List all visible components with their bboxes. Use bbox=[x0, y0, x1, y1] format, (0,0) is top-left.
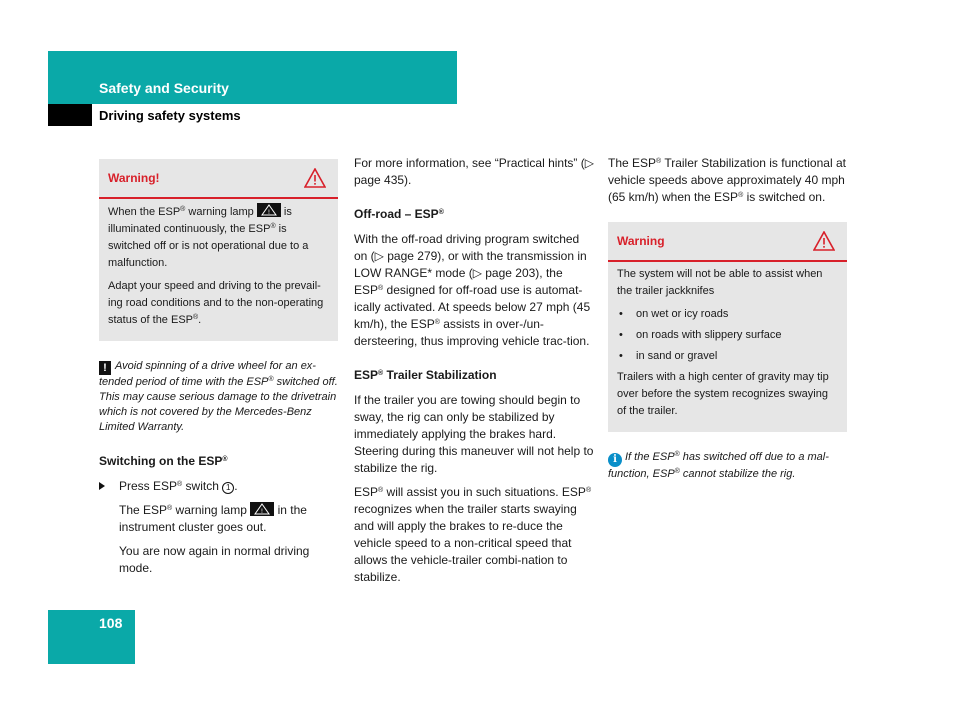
list-item: • on wet or icy roads bbox=[617, 306, 837, 323]
registered-mark: ® bbox=[180, 206, 186, 213]
text-run: Trailer Stabilization is functional at vehicle speeds above approximately 40 mph (65 km/h) when the ESP bbox=[608, 156, 846, 204]
text-run: ESP bbox=[354, 485, 379, 499]
switch-number-badge: 1 bbox=[222, 482, 234, 494]
registered-mark: ® bbox=[378, 487, 384, 494]
step-arrow-icon bbox=[99, 482, 105, 490]
warning-box bbox=[99, 159, 338, 341]
registered-mark: ® bbox=[268, 376, 274, 383]
text-run: cannot stabilize the rig. bbox=[679, 468, 796, 480]
esp-warning-lamp-icon bbox=[257, 203, 281, 217]
warning-label: Warning! bbox=[108, 170, 160, 185]
list-item: • in sand or gravel bbox=[617, 348, 837, 365]
info-icon: i bbox=[608, 453, 622, 467]
trailer-stabilization-heading bbox=[354, 367, 594, 384]
text-run: Avoid spinning of a drive wheel for an ex-tended period of time with the ESP bbox=[99, 360, 316, 388]
warning-paragraph: The system will not be able to assist when the trailer jackknifes bbox=[617, 268, 823, 297]
registered-mark: ® bbox=[674, 468, 680, 475]
warning-header bbox=[608, 222, 847, 262]
result-text bbox=[99, 502, 338, 536]
text-run: The ESP bbox=[119, 503, 168, 517]
text-run: warning lamp bbox=[172, 503, 251, 517]
warning-paragraph: Trailers with a high center of gravity may tip over before the system recognizes swaying of the trailer. bbox=[617, 371, 829, 417]
registered-mark: ® bbox=[438, 209, 444, 216]
registered-mark: ® bbox=[738, 192, 744, 199]
text-run: is illuminated continuously, the ESP bbox=[108, 206, 292, 235]
text-run: warning lamp bbox=[185, 206, 257, 218]
practical-hints-text: For more information, see “Practical hints” (▷ page 435). bbox=[354, 156, 594, 187]
offroad-heading bbox=[354, 206, 594, 223]
warning-body bbox=[99, 199, 338, 341]
text-run: Switching on the ESP bbox=[99, 454, 223, 468]
warning-triangle-icon bbox=[813, 231, 835, 251]
text-run: If the ESP bbox=[625, 451, 675, 463]
text-run: Trailer Stabilization bbox=[383, 368, 497, 382]
text-run: Adapt your speed and driving to the prevail-ing road conditions and to the non-operating status of the ESP bbox=[108, 280, 324, 326]
warning-paragraph bbox=[108, 203, 328, 272]
text-run: in the instrument cluster goes out. bbox=[119, 503, 307, 534]
text-run: When the ESP bbox=[108, 206, 181, 218]
text-run: . bbox=[198, 314, 202, 326]
text-run: will assist you in such situations. ESP bbox=[383, 485, 586, 499]
text-run: The ESP bbox=[608, 156, 657, 170]
exclamation-icon: ! bbox=[99, 361, 111, 375]
conditions-list bbox=[617, 306, 837, 365]
text-run: has switched off due to a mal-function, ESP bbox=[608, 451, 829, 480]
offroad-text bbox=[354, 231, 594, 350]
text-run: With the off-road driving program switched on (▷ page 279), or with the transmission in LOW RANGE* mode (▷ page 203), the ESP bbox=[354, 232, 587, 297]
svg-text:!: ! bbox=[267, 209, 271, 216]
warning-paragraph bbox=[108, 278, 328, 329]
page-number: 108 bbox=[99, 615, 123, 631]
text-run: is switched on. bbox=[743, 190, 826, 204]
warning-header bbox=[99, 159, 338, 199]
registered-mark: ® bbox=[222, 456, 228, 463]
text-run: Press ESP bbox=[119, 479, 178, 493]
text-run: switched off. This may cause serious damage to the drivetrain which is not covered by the Mercedes-Benz Limited Warranty. bbox=[99, 376, 338, 433]
list-item: • on roads with slippery surface bbox=[617, 327, 837, 344]
column-3 bbox=[608, 155, 847, 489]
registered-mark: ® bbox=[585, 487, 592, 494]
esp-warning-lamp-icon bbox=[250, 502, 274, 516]
trailer-text: If the trailer you are towing should begin to sway, the rig can only be stabilized by immediately applying the brakes hard. Steering during this maneuver will not help to stabilize the rig. bbox=[354, 393, 594, 475]
registered-mark: ® bbox=[378, 370, 384, 377]
registered-mark: ® bbox=[167, 505, 173, 512]
section-title: Safety and Security bbox=[99, 80, 229, 96]
trailer-speed-text bbox=[608, 155, 847, 206]
registered-mark: ® bbox=[177, 481, 183, 488]
text-run: ESP bbox=[354, 368, 379, 382]
warning-label: Warning bbox=[617, 233, 665, 248]
text-run: . bbox=[234, 479, 238, 493]
text-run: recognizes when the trailer starts swaying and will apply the brakes to re-duce the vehicle speed to a non-critical speed that allows the vehicle-trailer combi-nation to stabilize. bbox=[354, 502, 577, 584]
subsection-title: Driving safety systems bbox=[99, 108, 241, 123]
svg-text:!: ! bbox=[261, 508, 264, 515]
registered-mark: ® bbox=[434, 319, 440, 326]
switching-on-heading bbox=[99, 453, 338, 470]
registered-mark: ® bbox=[674, 451, 680, 458]
registered-mark: ® bbox=[378, 285, 384, 292]
column-1 bbox=[99, 159, 338, 584]
instruction-step bbox=[99, 478, 338, 495]
header-band bbox=[48, 51, 457, 104]
text-run: switch bbox=[182, 479, 223, 493]
result-text: You are now again in normal driving mode. bbox=[119, 544, 310, 575]
info-note bbox=[608, 450, 847, 482]
registered-mark: ® bbox=[656, 158, 662, 165]
caution-note bbox=[99, 359, 338, 435]
warning-box bbox=[608, 222, 847, 432]
text-run: designed for off-road use is automat-ically activated. At speeds below 27 mph (45 km/h), the ESP bbox=[354, 283, 591, 331]
column-2 bbox=[354, 155, 594, 593]
warning-triangle-icon bbox=[304, 168, 326, 188]
registered-mark: ® bbox=[193, 314, 199, 321]
registered-mark: ® bbox=[270, 223, 276, 230]
warning-body bbox=[608, 262, 847, 432]
text-run: Off-road – ESP bbox=[354, 207, 439, 221]
text-run: is switched off or is not operational due to a malfunction. bbox=[108, 223, 309, 269]
header-tab-marker bbox=[48, 104, 92, 126]
text-run: assists in over-/un-dersteering, thus improving vehicle trac-tion. bbox=[354, 317, 590, 348]
trailer-text bbox=[354, 484, 594, 586]
